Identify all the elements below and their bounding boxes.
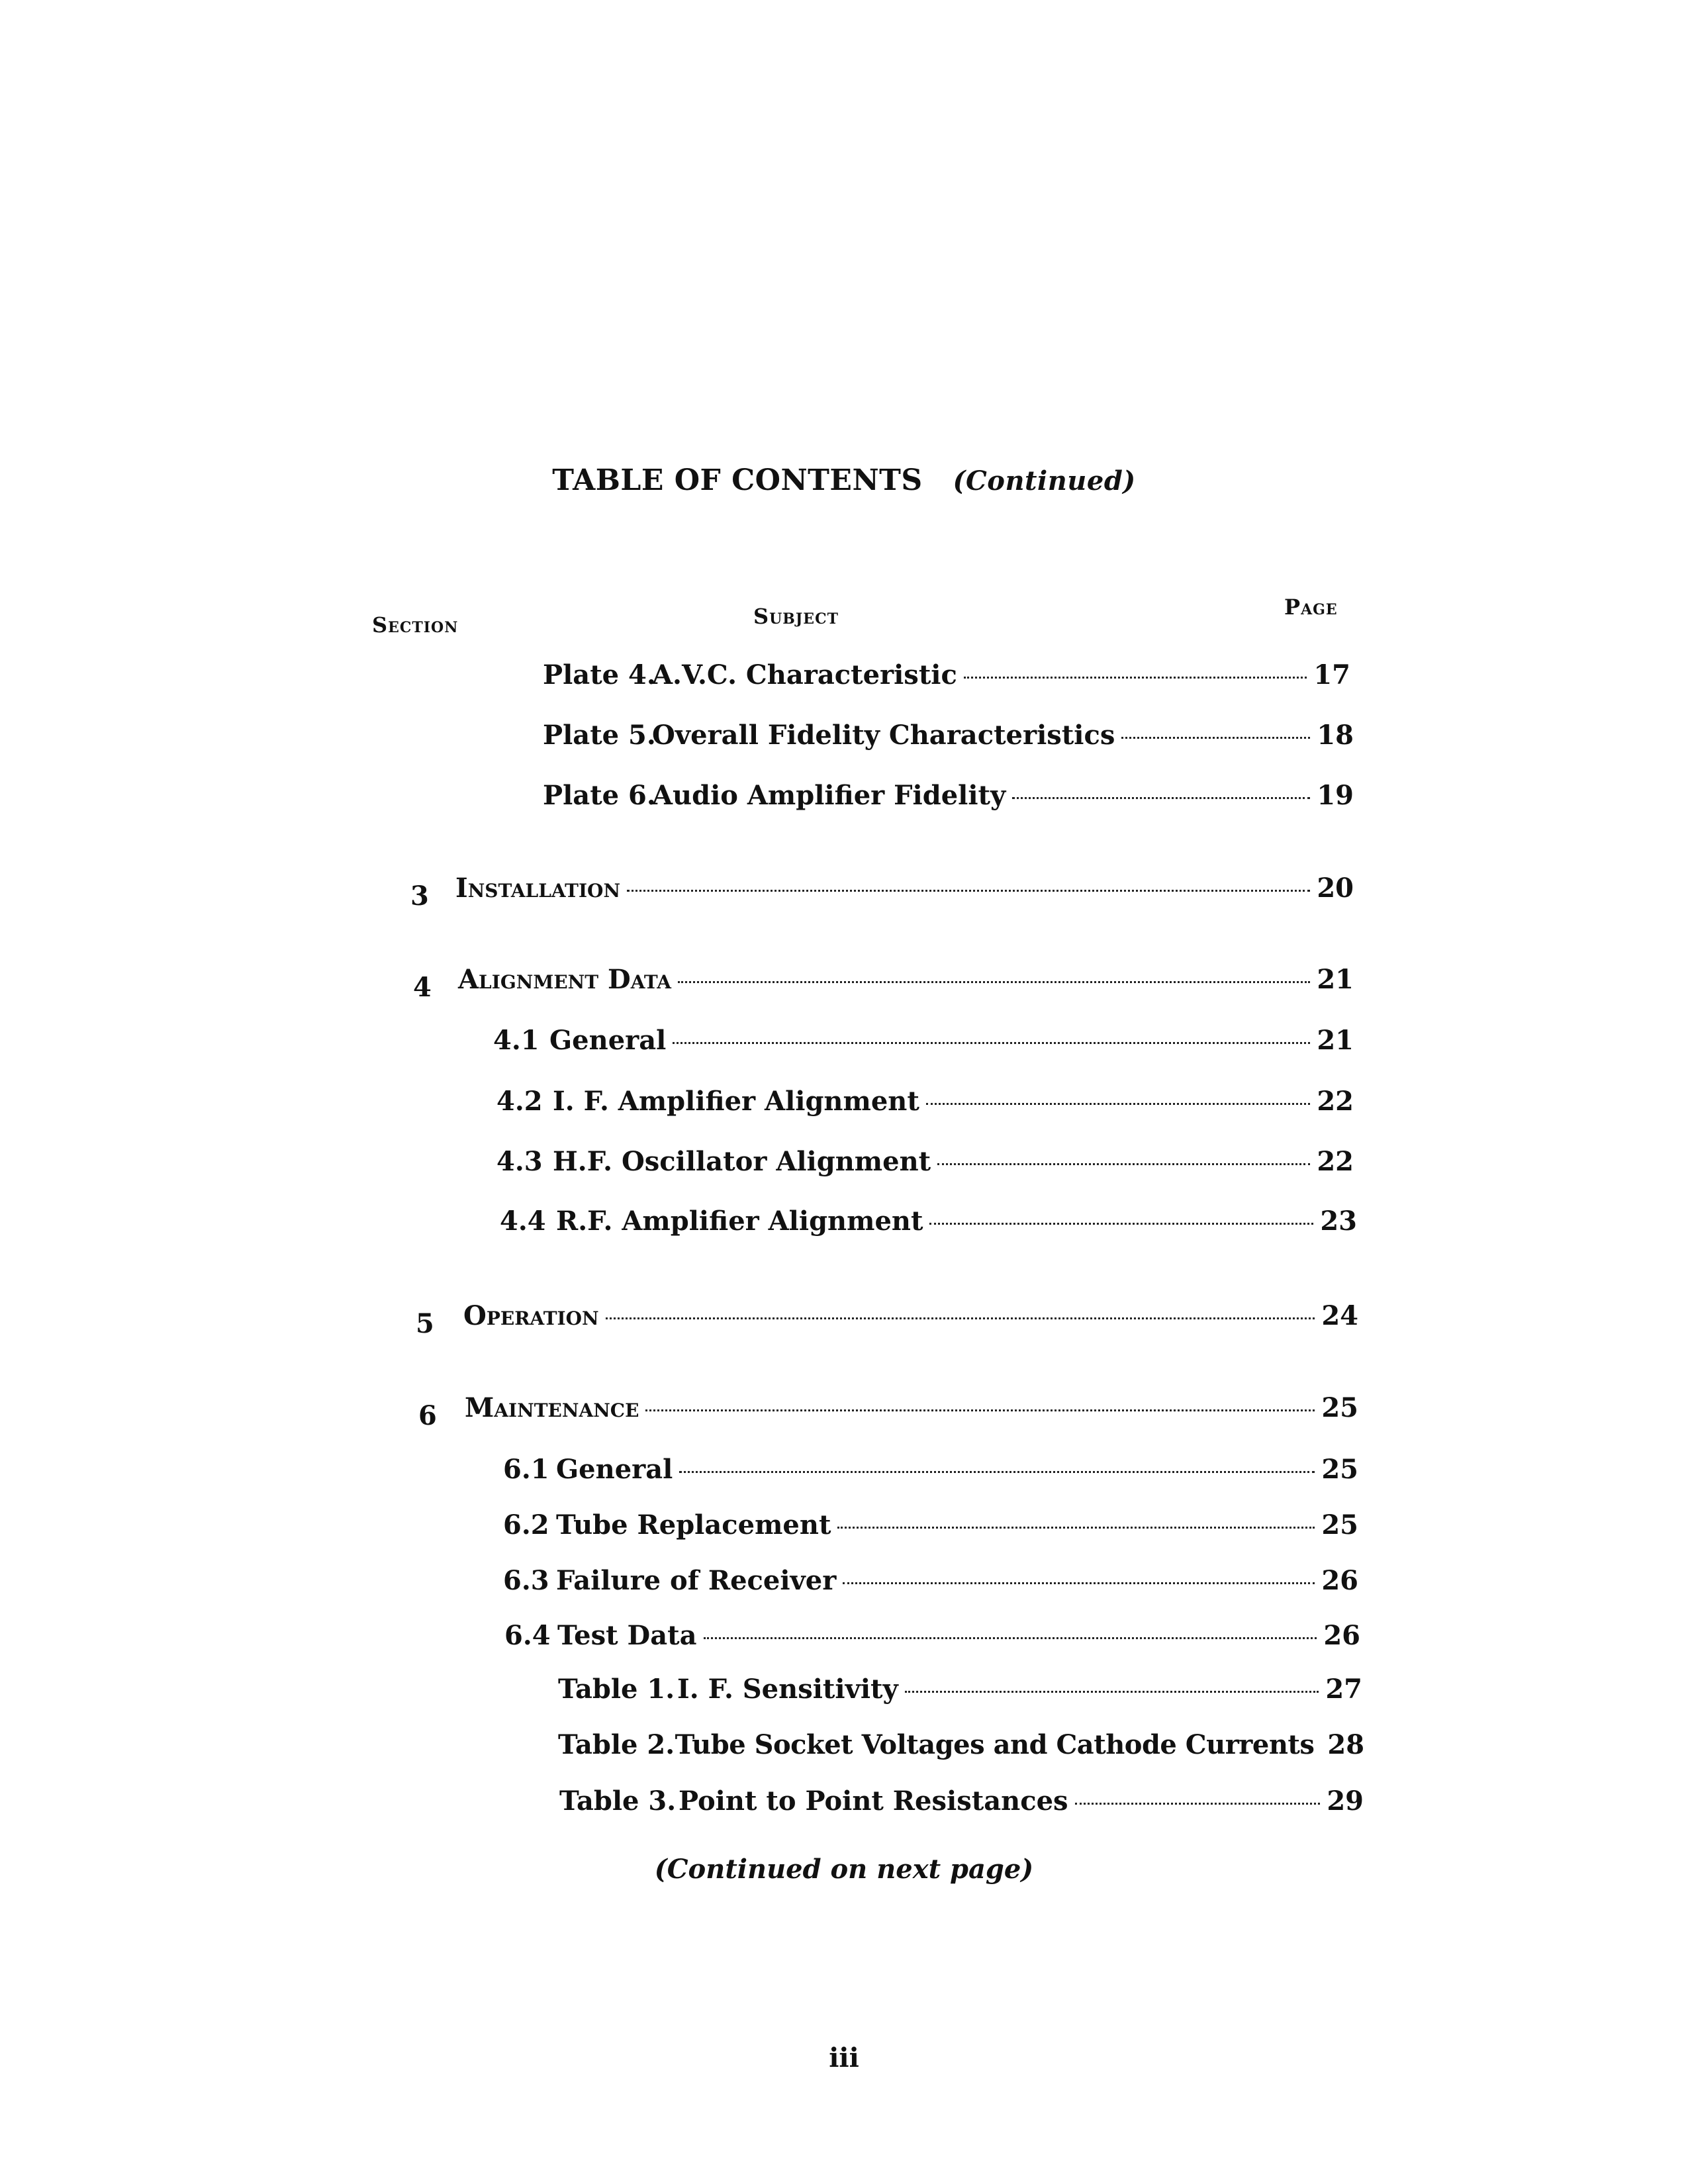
entry-number: Plate 4. bbox=[543, 659, 656, 690]
dot-leader bbox=[843, 1582, 1315, 1584]
continued-note: (Continued on next page) bbox=[654, 1854, 1034, 1885]
entry-label: A.V.C. Characteristic bbox=[652, 659, 957, 690]
entry-page: 22 bbox=[1317, 1146, 1354, 1177]
column-header-page: Page bbox=[1284, 594, 1338, 620]
entry-number: Plate 6. bbox=[543, 780, 656, 811]
entry-number: 6.4 bbox=[504, 1620, 551, 1651]
entry-page: 26 bbox=[1323, 1620, 1360, 1651]
dot-leader bbox=[964, 677, 1307, 679]
entry-label: General bbox=[549, 1025, 667, 1056]
toc-entry-plate-6[interactable] bbox=[543, 780, 1354, 820]
toc-entry-plate-5[interactable] bbox=[543, 720, 1354, 759]
entry-label: Audio Amplifier Fidelity bbox=[652, 780, 1006, 811]
entry-number: Table 2. bbox=[558, 1729, 675, 1760]
dot-leader bbox=[678, 981, 1310, 983]
entry-label: I. F. Sensitivity bbox=[677, 1674, 898, 1705]
page-title bbox=[0, 463, 1688, 497]
entry-label: Tube Replacement bbox=[556, 1509, 831, 1541]
entry-label: Overall Fidelity Characteristics bbox=[652, 720, 1115, 751]
entry-label: Operation bbox=[463, 1300, 599, 1331]
entry-label: Point to Point Resistances bbox=[679, 1785, 1068, 1817]
entry-number: 6.3 bbox=[503, 1565, 549, 1596]
column-header-subject: Subject bbox=[753, 604, 839, 629]
entry-label: General bbox=[556, 1454, 673, 1485]
dot-leader bbox=[673, 1042, 1310, 1044]
dot-leader bbox=[1012, 797, 1310, 799]
toc-entry-4-1[interactable] bbox=[493, 1025, 1354, 1065]
entry-label: Failure of Receiver bbox=[556, 1565, 837, 1596]
entry-page: 25 bbox=[1321, 1509, 1358, 1541]
entry-label: H.F. Oscillator Alignment bbox=[553, 1146, 931, 1177]
toc-entry-6-1[interactable] bbox=[503, 1454, 1358, 1494]
entry-number: 4.4 bbox=[500, 1206, 546, 1237]
entry-label: Installation bbox=[455, 873, 621, 904]
entry-page: 25 bbox=[1321, 1454, 1358, 1485]
entry-label: Test Data bbox=[557, 1620, 697, 1651]
entry-page: 22 bbox=[1317, 1086, 1354, 1117]
toc-entry-installation[interactable] bbox=[455, 873, 1354, 912]
page-number: iii bbox=[829, 2042, 859, 2073]
entry-label: Maintenance bbox=[465, 1392, 639, 1423]
entry-page: 20 bbox=[1317, 873, 1354, 904]
title-text: TABLE OF CONTENTS bbox=[552, 463, 923, 497]
column-header-section: Section bbox=[372, 612, 459, 638]
dot-leader bbox=[837, 1527, 1315, 1529]
entry-label: R.F. Amplifier Alignment bbox=[556, 1206, 923, 1237]
entry-number: 4.3 bbox=[496, 1146, 543, 1177]
entry-page: 23 bbox=[1320, 1206, 1357, 1237]
entry-page: 24 bbox=[1321, 1300, 1358, 1331]
toc-entry-6-3[interactable] bbox=[503, 1565, 1358, 1605]
toc-entry-4-3[interactable] bbox=[496, 1146, 1354, 1186]
entry-label: I. F. Amplifier Alignment bbox=[553, 1086, 919, 1117]
dot-leader bbox=[937, 1163, 1310, 1165]
entry-page: 21 bbox=[1317, 964, 1354, 995]
entry-number: Table 1. bbox=[558, 1674, 675, 1705]
entry-label: Tube Socket Voltages and Cathode Currents bbox=[675, 1729, 1315, 1760]
entry-page: 25 bbox=[1321, 1392, 1358, 1423]
toc-entry-maintenance[interactable] bbox=[465, 1392, 1358, 1432]
toc-entry-alignment-data[interactable] bbox=[458, 964, 1354, 1004]
entry-page: 28 bbox=[1327, 1729, 1365, 1760]
entry-number: Plate 5. bbox=[543, 720, 656, 751]
toc-entry-6-2[interactable] bbox=[503, 1509, 1358, 1549]
toc-entry-table-1[interactable] bbox=[558, 1674, 1362, 1713]
section-number: 3 bbox=[410, 880, 429, 912]
toc-entry-table-3[interactable] bbox=[559, 1785, 1364, 1825]
entry-number: 6.2 bbox=[503, 1509, 549, 1541]
entry-number: 4.1 bbox=[493, 1025, 539, 1056]
section-number: 6 bbox=[418, 1400, 437, 1431]
section-number: 4 bbox=[413, 972, 432, 1003]
dot-leader bbox=[905, 1691, 1319, 1693]
toc-entry-operation[interactable] bbox=[463, 1300, 1358, 1340]
dot-leader bbox=[1075, 1803, 1321, 1805]
entry-page: 26 bbox=[1321, 1565, 1358, 1596]
entry-number: 6.1 bbox=[503, 1454, 549, 1485]
toc-entry-plate-4[interactable] bbox=[543, 659, 1350, 699]
section-number: 5 bbox=[416, 1308, 434, 1339]
dot-leader bbox=[704, 1637, 1317, 1639]
entry-label: Alignment Data bbox=[458, 964, 671, 995]
entry-page: 19 bbox=[1317, 780, 1354, 811]
toc-entry-4-4[interactable] bbox=[500, 1206, 1357, 1245]
dot-leader bbox=[1121, 737, 1310, 739]
entry-page: 27 bbox=[1325, 1674, 1362, 1705]
entry-page: 18 bbox=[1317, 720, 1354, 751]
toc-entry-4-2[interactable] bbox=[496, 1086, 1354, 1125]
entry-number: 4.2 bbox=[496, 1086, 543, 1117]
dot-leader bbox=[645, 1409, 1315, 1411]
toc-entry-table-2[interactable] bbox=[558, 1729, 1364, 1769]
title-continued: (Continued) bbox=[953, 465, 1136, 497]
dot-leader bbox=[606, 1317, 1315, 1319]
dot-leader bbox=[627, 890, 1310, 892]
entry-page: 17 bbox=[1313, 659, 1350, 690]
toc-entry-6-4[interactable] bbox=[504, 1620, 1360, 1660]
entry-page: 29 bbox=[1327, 1785, 1364, 1817]
entry-page: 21 bbox=[1317, 1025, 1354, 1056]
dot-leader bbox=[679, 1471, 1315, 1473]
dot-leader bbox=[929, 1223, 1313, 1225]
entry-number: Table 3. bbox=[559, 1785, 677, 1817]
dot-leader bbox=[926, 1103, 1310, 1105]
